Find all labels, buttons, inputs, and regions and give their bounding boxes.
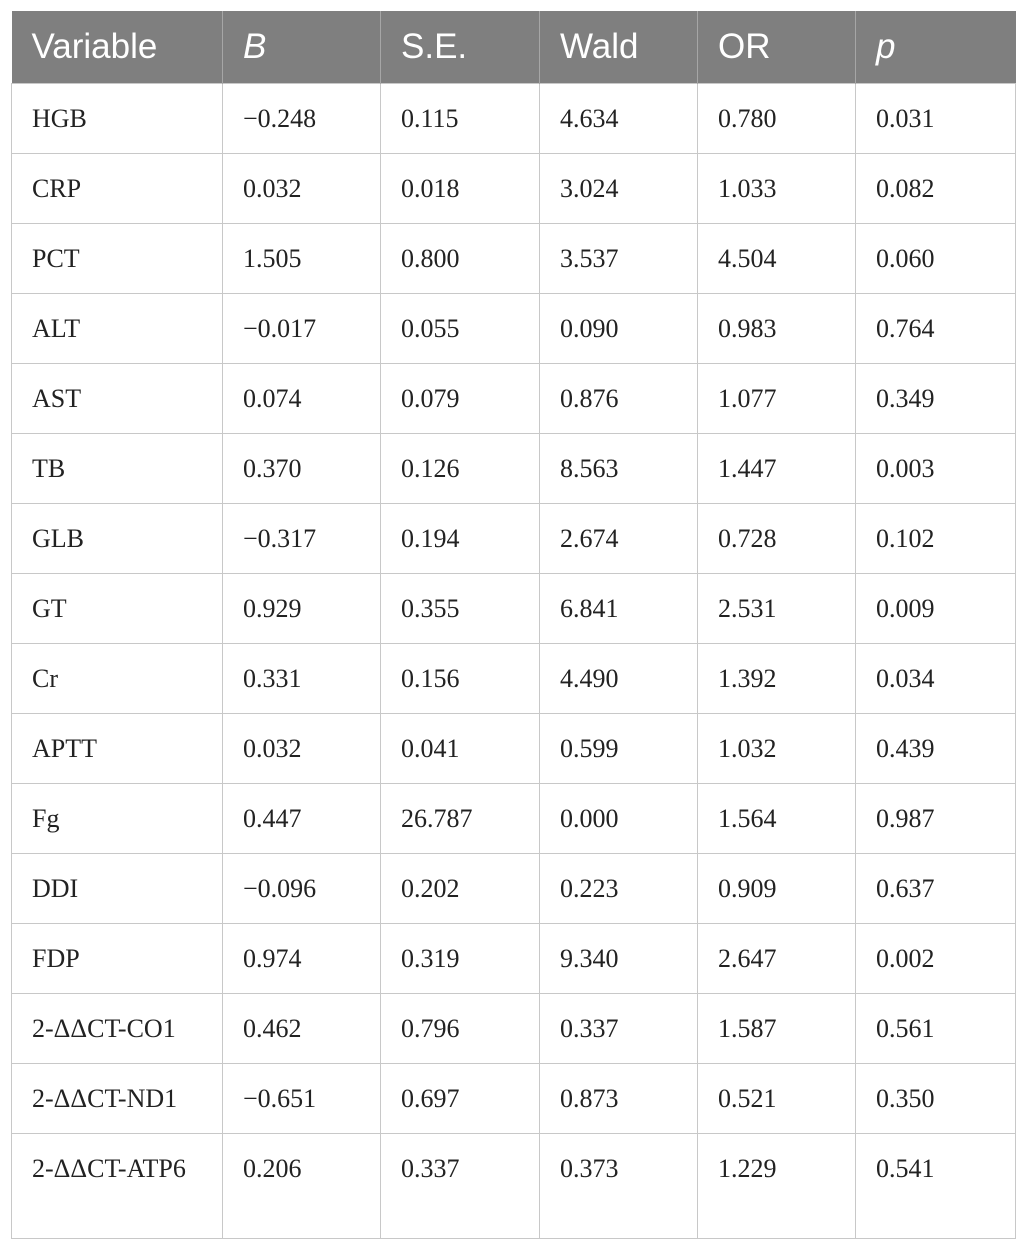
table-row	[12, 1064, 1016, 1134]
cell-se: 0.337	[381, 1134, 540, 1239]
regression-table	[11, 11, 1016, 1239]
cell-wald: 2.674	[540, 504, 698, 574]
cell-or: 1.032	[698, 714, 856, 784]
cell-se: 0.126	[381, 434, 540, 504]
cell-p: 0.060	[856, 224, 1016, 294]
cell-or: 1.447	[698, 434, 856, 504]
cell-variable: CRP	[12, 154, 223, 224]
cell-p: 0.002	[856, 924, 1016, 994]
cell-p: 0.009	[856, 574, 1016, 644]
cell-or: 0.983	[698, 294, 856, 364]
table-row	[12, 924, 1016, 994]
cell-b: 0.206	[223, 1134, 381, 1239]
header-p: p	[856, 11, 1016, 84]
cell-p: 0.031	[856, 84, 1016, 154]
table-row	[12, 294, 1016, 364]
cell-p: 0.987	[856, 784, 1016, 854]
cell-se: 0.079	[381, 364, 540, 434]
cell-or: 1.077	[698, 364, 856, 434]
cell-p: 0.541	[856, 1134, 1016, 1239]
cell-wald: 0.373	[540, 1134, 698, 1239]
cell-se: 0.055	[381, 294, 540, 364]
cell-se: 0.018	[381, 154, 540, 224]
cell-se: 0.194	[381, 504, 540, 574]
cell-b: −0.317	[223, 504, 381, 574]
cell-variable: PCT	[12, 224, 223, 294]
table-row	[12, 714, 1016, 784]
cell-p: 0.561	[856, 994, 1016, 1064]
cell-variable: FDP	[12, 924, 223, 994]
cell-variable: 2-ΔΔCT-CO1	[12, 994, 223, 1064]
cell-p: 0.637	[856, 854, 1016, 924]
cell-wald: 0.000	[540, 784, 698, 854]
cell-or: 0.728	[698, 504, 856, 574]
cell-b: 0.974	[223, 924, 381, 994]
cell-p: 0.439	[856, 714, 1016, 784]
cell-wald: 0.876	[540, 364, 698, 434]
table-row	[12, 84, 1016, 154]
cell-b: 0.370	[223, 434, 381, 504]
cell-se: 26.787	[381, 784, 540, 854]
cell-or: 1.229	[698, 1134, 856, 1239]
table-row	[12, 1134, 1016, 1239]
table-row	[12, 434, 1016, 504]
cell-variable: DDI	[12, 854, 223, 924]
cell-se: 0.319	[381, 924, 540, 994]
table-row	[12, 574, 1016, 644]
table-header	[12, 11, 1016, 84]
cell-p: 0.349	[856, 364, 1016, 434]
cell-variable: APTT	[12, 714, 223, 784]
cell-b: 0.462	[223, 994, 381, 1064]
cell-p: 0.003	[856, 434, 1016, 504]
cell-se: 0.156	[381, 644, 540, 714]
cell-wald: 0.090	[540, 294, 698, 364]
cell-wald: 9.340	[540, 924, 698, 994]
cell-se: 0.800	[381, 224, 540, 294]
cell-b: 0.074	[223, 364, 381, 434]
cell-wald: 0.873	[540, 1064, 698, 1134]
table-row	[12, 994, 1016, 1064]
header-row	[12, 11, 1016, 84]
table-row	[12, 224, 1016, 294]
cell-b: 0.032	[223, 154, 381, 224]
cell-b: 0.929	[223, 574, 381, 644]
header-se: S.E.	[381, 11, 540, 84]
cell-wald: 4.490	[540, 644, 698, 714]
cell-se: 0.202	[381, 854, 540, 924]
cell-wald: 3.024	[540, 154, 698, 224]
cell-or: 1.564	[698, 784, 856, 854]
cell-variable: GLB	[12, 504, 223, 574]
cell-wald: 8.563	[540, 434, 698, 504]
cell-b: 0.032	[223, 714, 381, 784]
cell-variable: 2-ΔΔCT-ATP6	[12, 1134, 223, 1239]
cell-wald: 0.599	[540, 714, 698, 784]
cell-b: −0.248	[223, 84, 381, 154]
cell-b: −0.017	[223, 294, 381, 364]
cell-variable: HGB	[12, 84, 223, 154]
header-or: OR	[698, 11, 856, 84]
cell-wald: 0.337	[540, 994, 698, 1064]
cell-b: 0.331	[223, 644, 381, 714]
cell-variable: Cr	[12, 644, 223, 714]
cell-p: 0.350	[856, 1064, 1016, 1134]
cell-variable: Fg	[12, 784, 223, 854]
cell-or: 0.909	[698, 854, 856, 924]
cell-se: 0.115	[381, 84, 540, 154]
cell-or: 0.780	[698, 84, 856, 154]
header-variable: Variable	[12, 11, 223, 84]
cell-p: 0.764	[856, 294, 1016, 364]
table-row	[12, 784, 1016, 854]
cell-p: 0.082	[856, 154, 1016, 224]
cell-p: 0.034	[856, 644, 1016, 714]
cell-or: 2.531	[698, 574, 856, 644]
cell-variable: TB	[12, 434, 223, 504]
cell-or: 1.392	[698, 644, 856, 714]
table-body	[12, 84, 1016, 1239]
cell-b: −0.096	[223, 854, 381, 924]
cell-se: 0.355	[381, 574, 540, 644]
header-wald: Wald	[540, 11, 698, 84]
cell-wald: 3.537	[540, 224, 698, 294]
cell-se: 0.041	[381, 714, 540, 784]
cell-variable: GT	[12, 574, 223, 644]
header-b: B	[223, 11, 381, 84]
cell-p: 0.102	[856, 504, 1016, 574]
cell-or: 2.647	[698, 924, 856, 994]
table-row	[12, 364, 1016, 434]
cell-variable: 2-ΔΔCT-ND1	[12, 1064, 223, 1134]
cell-wald: 4.634	[540, 84, 698, 154]
cell-wald: 6.841	[540, 574, 698, 644]
cell-or: 4.504	[698, 224, 856, 294]
table-row	[12, 154, 1016, 224]
cell-or: 1.587	[698, 994, 856, 1064]
table-row	[12, 854, 1016, 924]
table-row	[12, 644, 1016, 714]
cell-or: 0.521	[698, 1064, 856, 1134]
cell-se: 0.796	[381, 994, 540, 1064]
cell-b: 1.505	[223, 224, 381, 294]
cell-variable: AST	[12, 364, 223, 434]
cell-b: 0.447	[223, 784, 381, 854]
cell-variable: ALT	[12, 294, 223, 364]
table-row	[12, 504, 1016, 574]
cell-b: −0.651	[223, 1064, 381, 1134]
cell-wald: 0.223	[540, 854, 698, 924]
cell-or: 1.033	[698, 154, 856, 224]
cell-se: 0.697	[381, 1064, 540, 1134]
